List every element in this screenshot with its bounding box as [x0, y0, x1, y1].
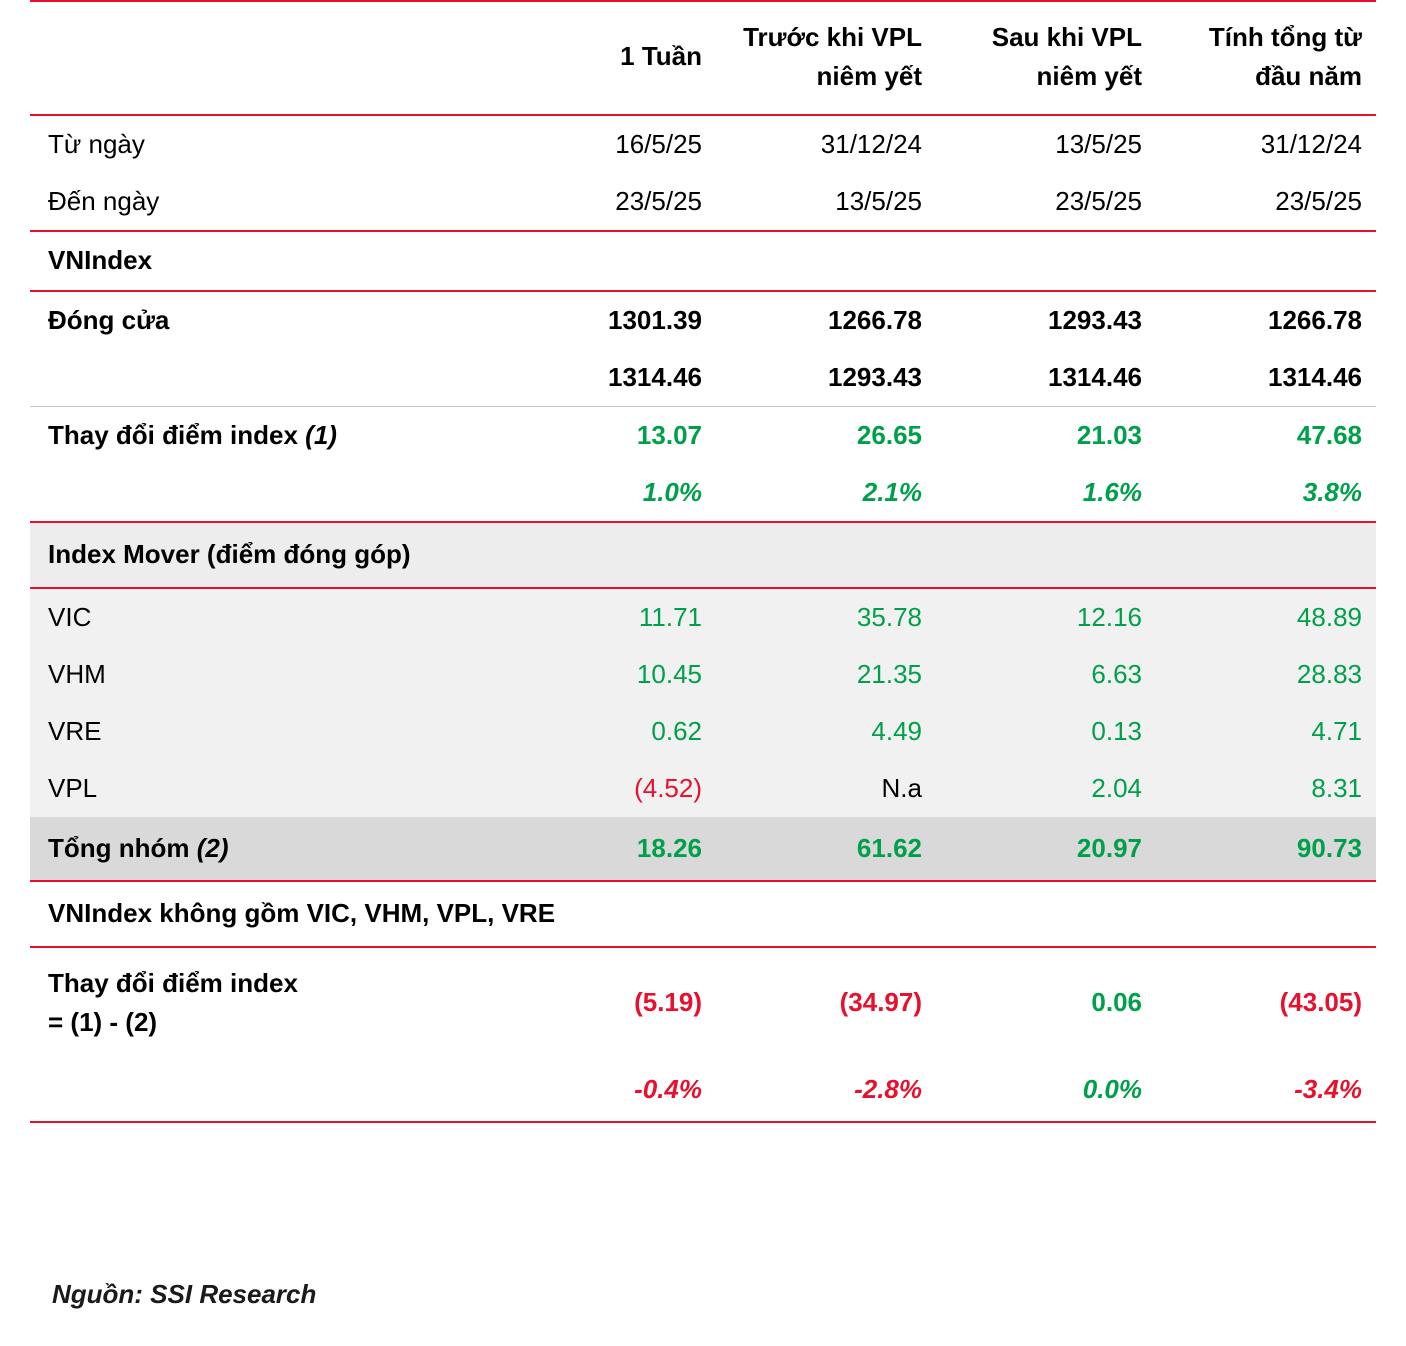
row-label-close-end [30, 349, 496, 407]
cell-vre-ytd: 4.71 [1156, 703, 1376, 760]
source-note: Nguồn: SSI Research [52, 1279, 317, 1309]
cell-pct-change-after-vpl: 1.6% [936, 464, 1156, 522]
table-row-to-date [30, 173, 1376, 231]
cell-vpl-1week: (4.52) [496, 760, 716, 817]
row-label-index-pct-change [30, 464, 496, 522]
row-label-vre: VRE [30, 703, 496, 760]
row-label-excl-pct-change [30, 1058, 496, 1122]
row-label-index-point-change-text: Thay đổi điểm index [48, 419, 298, 450]
cell-pct-change-before-vpl: 2.1% [716, 464, 936, 522]
cell-vic-ytd: 48.89 [1156, 588, 1376, 646]
table-section-vnindex [30, 231, 1376, 290]
table-header-row [30, 2, 1376, 115]
cell-close-end-after-vpl: 1314.46 [936, 349, 1156, 407]
mover-spacer-2 [716, 522, 936, 587]
column-header-after-vpl-line1: Sau khi VPL [991, 22, 1142, 52]
row-label-index-point-change-note: (1) [305, 419, 337, 450]
cell-to-date-ytd: 23/5/25 [1156, 173, 1376, 231]
column-header-before-vpl-line2: niêm yết [816, 61, 922, 91]
cell-excl-point-change-after-vpl: 0.06 [1091, 987, 1142, 1018]
section-label-vnindex: VNIndex [30, 231, 496, 290]
column-header-after-vpl-listing [936, 2, 1156, 115]
table-row-vpl [30, 760, 1376, 817]
cell-point-change-1week: 13.07 [636, 419, 702, 450]
column-header-after-vpl-line2: niêm yết [1036, 61, 1142, 91]
cell-excl-pct-change-ytd: -3.4% [1156, 1058, 1376, 1122]
cell-vhm-ytd: 28.83 [1156, 646, 1376, 703]
cell-close-end-ytd: 1314.46 [1156, 349, 1376, 407]
cell-group-total-ytd: 90.73 [1156, 817, 1376, 881]
cell-close-ytd: 1266.78 [1268, 304, 1362, 335]
row-label-group-total [30, 817, 496, 881]
cell-pct-change-ytd: 3.8% [1156, 464, 1376, 522]
cell-vic-1week: 11.71 [496, 588, 716, 646]
section-spacer-1 [496, 231, 716, 290]
table-row-close-end [30, 349, 1376, 407]
cell-close-before-vpl: 1266.78 [828, 304, 922, 335]
cell-from-date-before-vpl: 31/12/24 [820, 129, 922, 159]
cell-vpl-before-vpl: N.a [716, 760, 936, 817]
table-row-vhm [30, 646, 1376, 703]
row-label-from-date: Từ ngày [48, 129, 145, 159]
cell-close-after-vpl: 1293.43 [1048, 304, 1142, 335]
cell-excl-pct-change-before-vpl: -2.8% [716, 1058, 936, 1122]
cell-vre-1week: 0.62 [496, 703, 716, 760]
cell-group-total-1week: 18.26 [496, 817, 716, 881]
cell-excl-pct-change-1week: -0.4% [496, 1058, 716, 1122]
column-header-ytd-line1: Tính tổng từ [1208, 22, 1362, 52]
cell-excl-point-change-1week: (5.19) [634, 987, 702, 1018]
row-label-to-date: Đến ngày [30, 173, 496, 231]
cell-point-change-after-vpl: 21.03 [1076, 419, 1142, 450]
table-row-index-pct-change [30, 464, 1376, 522]
column-header-before-vpl-listing [716, 2, 936, 115]
row-label-excl-point-change [30, 947, 496, 1058]
table-section-vnindex-excluding [30, 881, 1376, 946]
row-label-close: Đóng cửa [48, 304, 170, 335]
cell-point-change-before-vpl: 26.65 [856, 419, 922, 450]
cell-group-total-before-vpl: 61.62 [716, 817, 936, 881]
cell-close-end-before-vpl: 1293.43 [716, 349, 936, 407]
cell-group-total-after-vpl: 20.97 [936, 817, 1156, 881]
table-row-vre [30, 703, 1376, 760]
cell-to-date-before-vpl: 13/5/25 [716, 173, 936, 231]
section-label-index-mover: Index Mover (điểm đóng góp) [30, 522, 496, 587]
cell-vre-after-vpl: 0.13 [936, 703, 1156, 760]
row-label-vpl: VPL [30, 760, 496, 817]
table-row-excl-pct-change [30, 1058, 1376, 1122]
row-label-vhm: VHM [30, 646, 496, 703]
cell-vic-before-vpl: 35.78 [716, 588, 936, 646]
cell-pct-change-1week: 1.0% [496, 464, 716, 522]
table-row-vic [30, 588, 1376, 646]
row-label-index-point-change [30, 406, 496, 464]
cell-from-date-1week: 16/5/25 [615, 129, 702, 159]
cell-close-end-1week: 1314.46 [496, 349, 716, 407]
cell-vhm-after-vpl: 6.63 [936, 646, 1156, 703]
cell-point-change-ytd: 47.68 [1296, 419, 1362, 450]
cell-vhm-1week: 10.45 [496, 646, 716, 703]
cell-vpl-after-vpl: 2.04 [936, 760, 1156, 817]
column-header-before-vpl-line1: Trước khi VPL [743, 22, 922, 52]
cell-vpl-ytd: 8.31 [1156, 760, 1376, 817]
cell-from-date-after-vpl: 13/5/25 [1055, 129, 1142, 159]
column-header-label [30, 2, 496, 115]
column-header-ytd [1156, 2, 1376, 115]
mover-spacer-1 [496, 522, 716, 587]
cell-from-date-ytd: 31/12/24 [1260, 129, 1362, 159]
column-header-1-week [496, 2, 716, 115]
table-row-from-date [30, 115, 1376, 173]
cell-excl-point-change-ytd: (43.05) [1279, 987, 1362, 1018]
mover-spacer-3 [936, 522, 1156, 587]
cell-excl-pct-change-after-vpl: 0.0% [936, 1058, 1156, 1122]
row-label-excl-point-change-line2: = (1) - (2) [48, 1006, 158, 1037]
section-label-vnindex-excluding: VNIndex không gồm VIC, VHM, VPL, VRE [30, 881, 1376, 946]
row-label-excl-point-change-line1: Thay đổi điểm index [48, 967, 298, 998]
cell-close-1week: 1301.39 [608, 304, 702, 335]
vnindex-summary-table [30, 2, 1376, 1123]
cell-to-date-after-vpl: 23/5/25 [936, 173, 1156, 231]
table-row-close [30, 291, 1376, 349]
cell-vic-after-vpl: 12.16 [936, 588, 1156, 646]
cell-excl-point-change-before-vpl: (34.97) [839, 987, 922, 1018]
row-label-group-total-text: Tổng nhóm [48, 833, 190, 864]
column-header-1-week-text: 1 Tuần [620, 41, 702, 72]
cell-vhm-before-vpl: 21.35 [716, 646, 936, 703]
mover-spacer-4 [1156, 522, 1376, 587]
table-row-index-point-change [30, 406, 1376, 464]
table-row-excl-point-change [30, 947, 1376, 1058]
table-section-index-mover [30, 522, 1376, 587]
row-label-group-total-note: (2) [196, 833, 229, 864]
section-spacer-2 [716, 231, 936, 290]
section-spacer-4 [1156, 231, 1376, 290]
cell-to-date-1week: 23/5/25 [496, 173, 716, 231]
section-spacer-3 [936, 231, 1156, 290]
table-row-group-total [30, 817, 1376, 881]
column-header-ytd-line2: đầu năm [1255, 61, 1362, 91]
cell-vre-before-vpl: 4.49 [716, 703, 936, 760]
row-label-vic: VIC [30, 588, 496, 646]
